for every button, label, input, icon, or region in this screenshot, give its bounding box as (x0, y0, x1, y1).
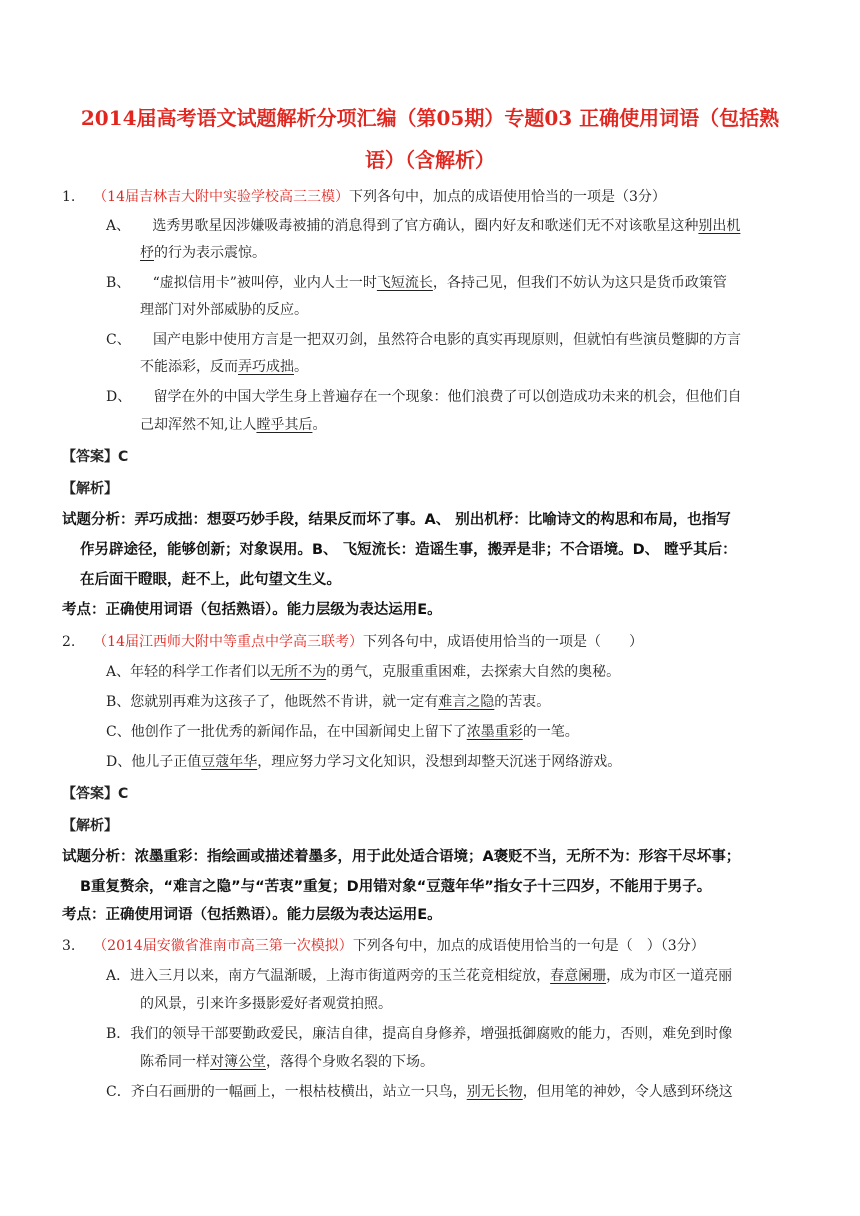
option-text: 国产电影中使用方言是一把双刃剑，虽然符合电影的真实再现原则，但就怕有些演员蹩脚的方言 (152, 332, 741, 348)
option-text: 的苦衷。 (494, 694, 551, 710)
analysis-text-line1: 试题分析：弄巧成拙：想耍巧妙手段，结果反而坏了事。A、 别出机杼：比喻诗文的构思和布局，也指写 (62, 512, 731, 528)
question-source: （14届吉林吉大附中实验学校高三三模） (93, 189, 349, 205)
option-c-line1 (106, 1081, 733, 1101)
question-source: （2014届安徽省淮南市高三第一次模拟） (93, 938, 353, 954)
option-a-line1 (106, 965, 732, 985)
option-text: 的勇气，克服重重困难，去探索大自然的奥秘。 (326, 664, 621, 680)
option-b (106, 691, 550, 711)
underlined-idiom: 瞠乎其后 (256, 417, 313, 433)
option-label: D、 (106, 389, 132, 405)
question-1-stem (62, 186, 666, 206)
question-3-stem (62, 935, 705, 955)
option-b-line1 (106, 272, 727, 292)
option-a-line2 (140, 242, 266, 262)
option-text: 。 (312, 417, 327, 433)
option-text: 选秀男歌星因涉嫌吸毒被捕的消息得到了官方确认，圈内好友和歌迷们无不对该歌星这种 (152, 218, 699, 234)
question-number: 3. (62, 938, 76, 954)
option-text: 留学在外的中国大学生身上普遍存在一个现象：他们浪费了可以创造成功未来的机会，但他们自 (153, 389, 742, 405)
option-c-line1 (106, 329, 741, 349)
analysis-label: 【解析】 (62, 818, 118, 834)
option-text: A．进入三月以来，南方气温渐暖，上海市街道两旁的玉兰花竞相绽放， (106, 968, 551, 984)
underlined-idiom: 豆蔻年华 (201, 754, 258, 770)
underlined-idiom: 弄巧成拙 (238, 359, 294, 375)
kaodian-text: 考点：正确使用词语（包括熟语）。能力层级为表达运用E。 (62, 602, 442, 618)
option-label: A、 (106, 218, 131, 234)
option-text: ，但用笔的神妙，令人感到环绕这 (522, 1084, 733, 1100)
underlined-idiom: 对簿公堂 (210, 1054, 266, 1070)
underlined-idiom: 春意阑珊 (550, 968, 607, 984)
option-text: C．齐白石画册的一幅画上，一根枯枝横出，站立一只鸟， (106, 1084, 467, 1100)
question-number: 1. (62, 189, 76, 205)
option-a (106, 661, 620, 681)
option-c-line2 (140, 356, 308, 376)
question-2-stem (62, 631, 643, 651)
option-text: B、您就别再难为这孩子了，他既然不肯讲，就一定有 (106, 694, 439, 710)
option-text: 陈希同一样 (140, 1054, 210, 1070)
kaodian-text: 考点：正确使用词语（包括熟语）。能力层级为表达运用E。 (62, 907, 442, 923)
option-text: C、他创作了一批优秀的新闻作品，在中国新闻史上留下了 (106, 724, 467, 740)
option-text: D、他儿子正值 (106, 754, 202, 770)
option-b-line2: 理部门对外部威胁的反应。 (140, 302, 308, 318)
option-text: A、年轻的科学工作者们以 (106, 664, 271, 680)
option-text: 己却浑然不知,让人 (140, 417, 257, 433)
option-text: ，成为市区一道亮丽 (606, 968, 733, 984)
option-d (106, 751, 621, 771)
analysis-text-line2: 作另辟途径，能够创新；对象误用。B、 飞短流长：造谣生事，搬弄是非；不合语境。D、 瞠乎其后： (80, 542, 737, 558)
underlined-idiom: 无所不为 (270, 664, 327, 680)
option-text: 的一笔。 (522, 724, 579, 740)
underlined-idiom: 杼 (140, 245, 154, 261)
document-title-line2: 语）（含解析） (365, 148, 495, 172)
analysis-label: 【解析】 (62, 481, 118, 497)
answer-label: 【答案】C (62, 786, 129, 802)
option-text: 不能添彩，反而 (140, 359, 238, 375)
option-text: ，各持己见，但我们不妨认为这只是货币政策管 (432, 275, 727, 291)
document-title-line1: 2014届高考语文试题解析分项汇编（第05期）专题03 正确使用词语（包括熟 (80, 106, 780, 130)
question-text: 下列各句中，成语使用恰当的一项是（ ） (363, 634, 643, 650)
option-d-line2 (140, 414, 326, 434)
question-source: （14届江西师大附中等重点中学高三联考） (93, 634, 363, 650)
answer-label: 【答案】C (62, 449, 129, 465)
underlined-idiom: 浓墨重彩 (466, 724, 523, 740)
underlined-idiom: 难言之隐 (438, 694, 495, 710)
analysis-text-line3: 在后面干瞪眼，赶不上，此句望文生义。 (80, 572, 341, 588)
question-text: 下列各句中，加点的成语使用恰当的一句是（ ）（3分） (352, 938, 705, 954)
option-b-line1: B．我们的领导干部要勤政爱民，廉洁自律，提高自身修养，增强抵御腐败的能力，否则，难免到时像 (106, 1026, 733, 1042)
option-a-line1 (106, 215, 740, 235)
option-label: B、 (106, 275, 131, 291)
option-c (106, 721, 579, 741)
option-text: “虚拟信用卡”被叫停，业内人士一时 (152, 275, 377, 291)
underlined-idiom: 别无长物 (466, 1084, 523, 1100)
analysis-text-line1: 试题分析：浓墨重彩：指绘画或描述着墨多，用于此处适合语境；A褒贬不当，无所不为：形容干尽坏事； (62, 849, 741, 865)
option-text: ，落得个身败名裂的下场。 (266, 1054, 434, 1070)
analysis-text-line2: B重复赘余，“难言之隐”与“苦衷”重复；D用错对象“豆蔻年华”指女子十三四岁，不能用于男子。 (80, 879, 712, 895)
question-text: 下列各句中，加点的成语使用恰当的一项是（3分） (349, 189, 666, 205)
underlined-idiom: 飞短流长 (376, 275, 433, 291)
option-b-line2 (140, 1051, 434, 1071)
option-d-line1 (106, 386, 742, 406)
option-label: C、 (106, 332, 131, 348)
option-a-line2: 的风景，引来许多摄影爱好者观赏拍照。 (140, 996, 392, 1012)
option-text: 。 (294, 359, 308, 375)
option-text: 的行为表示震惊。 (154, 245, 266, 261)
underlined-idiom: 别出机 (698, 218, 741, 234)
option-text: ，理应努力学习文化知识，没想到却整天沉迷于网络游戏。 (257, 754, 622, 770)
question-number: 2. (62, 634, 76, 650)
